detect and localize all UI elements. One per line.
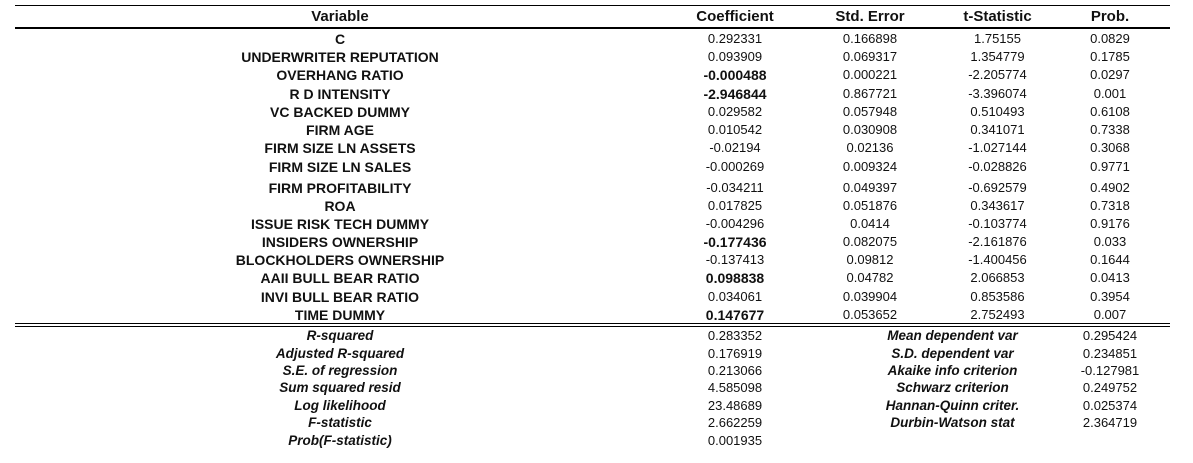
row-std-error-value: 0.039904 xyxy=(842,289,898,304)
row-variable-label: UNDERWRITER REPUTATION xyxy=(241,49,439,65)
row-std-error-value: 0.867721 xyxy=(842,86,898,101)
row-coefficient-value: 0.098838 xyxy=(705,270,765,286)
stat-left-label: Sum squared resid xyxy=(279,380,401,395)
row-t-statistic-value: -2.161876 xyxy=(968,234,1027,249)
row-std-error-value: 0.051876 xyxy=(842,198,898,213)
stat-left-value: 0.283352 xyxy=(707,328,763,343)
row-std-error-value: 0.000221 xyxy=(842,67,898,82)
row-prob-value: 0.007 xyxy=(1093,307,1127,322)
row-variable-label: FIRM SIZE LN SALES xyxy=(268,159,412,175)
row-prob-value: 0.7318 xyxy=(1090,198,1130,213)
row-coefficient-value: -0.02194 xyxy=(709,140,761,155)
row-variable-label: ISSUE RISK TECH DUMMY xyxy=(250,216,430,232)
row-coefficient-value: 0.034061 xyxy=(707,289,763,304)
header-std-error: Std. Error xyxy=(835,8,905,25)
row-std-error-value: 0.053652 xyxy=(842,307,898,322)
row-t-statistic-value: 2.066853 xyxy=(970,270,1025,285)
stat-left-value: 0.213066 xyxy=(707,363,763,378)
row-coefficient-value: 0.147677 xyxy=(705,307,765,323)
row-variable-label: FIRM SIZE LN ASSETS xyxy=(264,140,416,156)
row-prob-value: 0.1644 xyxy=(1090,252,1130,267)
row-coefficient-value: -2.946844 xyxy=(703,86,767,102)
row-prob-value: 0.0297 xyxy=(1090,67,1130,82)
header-prob: Prob. xyxy=(1090,8,1130,25)
section-rule-upper xyxy=(15,323,1170,324)
row-coefficient-value: 0.029582 xyxy=(707,104,763,119)
row-variable-label: VC BACKED DUMMY xyxy=(270,104,410,120)
stat-left-label: Adjusted R-squared xyxy=(275,346,405,361)
row-t-statistic-value: -0.103774 xyxy=(968,216,1027,231)
row-t-statistic-value: 1.75155 xyxy=(974,31,1021,46)
stat-left-label: R-squared xyxy=(306,328,374,343)
row-prob-value: 0.9771 xyxy=(1090,159,1130,174)
row-coefficient-value: -0.000488 xyxy=(703,67,767,83)
row-std-error-value: 0.030908 xyxy=(842,122,898,137)
stat-right-label: Hannan-Quinn criter. xyxy=(885,398,1020,413)
row-std-error-value: 0.049397 xyxy=(842,180,898,195)
row-t-statistic-value: -2.205774 xyxy=(968,67,1027,82)
row-std-error-value: 0.04782 xyxy=(846,270,894,285)
row-prob-value: 0.033 xyxy=(1093,234,1127,249)
row-t-statistic-value: -1.400456 xyxy=(968,252,1027,267)
row-coefficient-value: -0.004296 xyxy=(705,216,765,231)
stat-left-value: 0.001935 xyxy=(707,433,763,448)
header-t-statistic: t-Statistic xyxy=(963,8,1032,25)
row-std-error-value: 0.009324 xyxy=(842,159,898,174)
stat-left-value: 2.662259 xyxy=(707,415,763,430)
row-prob-value: 0.7338 xyxy=(1090,122,1130,137)
section-rule-lower xyxy=(15,326,1170,327)
row-coefficient-value: 0.093909 xyxy=(707,49,763,64)
row-t-statistic-value: 0.343617 xyxy=(970,198,1025,213)
row-coefficient-value: -0.177436 xyxy=(703,234,767,250)
row-prob-value: 0.0829 xyxy=(1090,31,1130,46)
row-coefficient-value: 0.010542 xyxy=(707,122,763,137)
top-rule xyxy=(15,5,1170,6)
row-prob-value: 0.3068 xyxy=(1090,140,1130,155)
row-coefficient-value: -0.000269 xyxy=(705,159,765,174)
row-std-error-value: 0.166898 xyxy=(842,31,898,46)
stat-right-value: 0.249752 xyxy=(1082,380,1138,395)
stat-right-label: Mean dependent var xyxy=(887,328,1018,343)
row-coefficient-value: 0.017825 xyxy=(707,198,763,213)
row-variable-label: R D INTENSITY xyxy=(289,86,391,102)
stat-left-value: 4.585098 xyxy=(707,380,763,395)
stat-right-label: Durbin-Watson stat xyxy=(890,415,1015,430)
row-t-statistic-value: 0.853586 xyxy=(970,289,1025,304)
header-variable: Variable xyxy=(311,8,369,25)
row-std-error-value: 0.057948 xyxy=(842,104,898,119)
row-t-statistic-value: -0.028826 xyxy=(968,159,1027,174)
row-prob-value: 0.0413 xyxy=(1090,270,1130,285)
stat-left-label: S.E. of regression xyxy=(282,363,398,378)
row-variable-label: INVI BULL BEAR RATIO xyxy=(260,289,420,305)
row-variable-label: BLOCKHOLDERS OWNERSHIP xyxy=(235,252,445,268)
row-variable-label: FIRM AGE xyxy=(306,122,374,138)
row-t-statistic-value: 0.510493 xyxy=(970,104,1025,119)
stat-right-label: S.D. dependent var xyxy=(891,346,1014,361)
row-variable-label: INSIDERS OWNERSHIP xyxy=(261,234,419,250)
stat-left-value: 23.48689 xyxy=(707,398,763,413)
header-rule xyxy=(15,27,1170,29)
row-coefficient-value: 0.292331 xyxy=(707,31,763,46)
row-t-statistic-value: 0.341071 xyxy=(970,122,1025,137)
row-t-statistic-value: -3.396074 xyxy=(968,86,1027,101)
row-coefficient-value: -0.137413 xyxy=(705,252,765,267)
stat-left-label: Prob(F-statistic) xyxy=(288,433,392,448)
row-coefficient-value: -0.034211 xyxy=(706,180,764,195)
row-std-error-value: 0.09812 xyxy=(846,252,894,267)
header-coefficient: Coefficient xyxy=(696,8,774,25)
row-t-statistic-value: -0.692579 xyxy=(968,180,1027,195)
row-prob-value: 0.9176 xyxy=(1090,216,1130,231)
stat-left-value: 0.176919 xyxy=(707,346,763,361)
row-variable-label: FIRM PROFITABILITY xyxy=(268,180,412,196)
row-prob-value: 0.6108 xyxy=(1090,104,1130,119)
row-std-error-value: 0.069317 xyxy=(842,49,898,64)
row-variable-label: TIME DUMMY xyxy=(294,307,386,323)
stat-right-value: 2.364719 xyxy=(1082,415,1138,430)
row-std-error-value: 0.082075 xyxy=(842,234,898,249)
row-variable-label: ROA xyxy=(324,198,356,214)
stat-right-label: Akaike info criterion xyxy=(887,363,1018,378)
row-prob-value: 0.1785 xyxy=(1090,49,1130,64)
row-std-error-value: 0.02136 xyxy=(846,140,894,155)
row-std-error-value: 0.0414 xyxy=(850,216,890,231)
stat-right-value: 0.025374 xyxy=(1082,398,1138,413)
row-variable-label: AAII BULL BEAR RATIO xyxy=(260,270,420,286)
row-prob-value: 0.3954 xyxy=(1090,289,1130,304)
stat-right-value: 0.295424 xyxy=(1082,328,1138,343)
stat-right-label: Schwarz criterion xyxy=(896,380,1009,395)
row-variable-label: C xyxy=(334,31,346,47)
row-prob-value: 0.4902 xyxy=(1090,180,1130,195)
row-t-statistic-value: 1.354779 xyxy=(970,49,1025,64)
stat-left-label: Log likelihood xyxy=(294,398,386,413)
row-prob-value: 0.001 xyxy=(1093,86,1127,101)
row-t-statistic-value: -1.027144 xyxy=(968,140,1027,155)
stat-right-value: 0.234851 xyxy=(1082,346,1138,361)
row-variable-label: OVERHANG RATIO xyxy=(276,67,404,83)
row-t-statistic-value: 2.752493 xyxy=(970,307,1025,322)
stat-right-value: -0.127981 xyxy=(1080,363,1140,378)
stat-left-label: F-statistic xyxy=(308,415,372,430)
